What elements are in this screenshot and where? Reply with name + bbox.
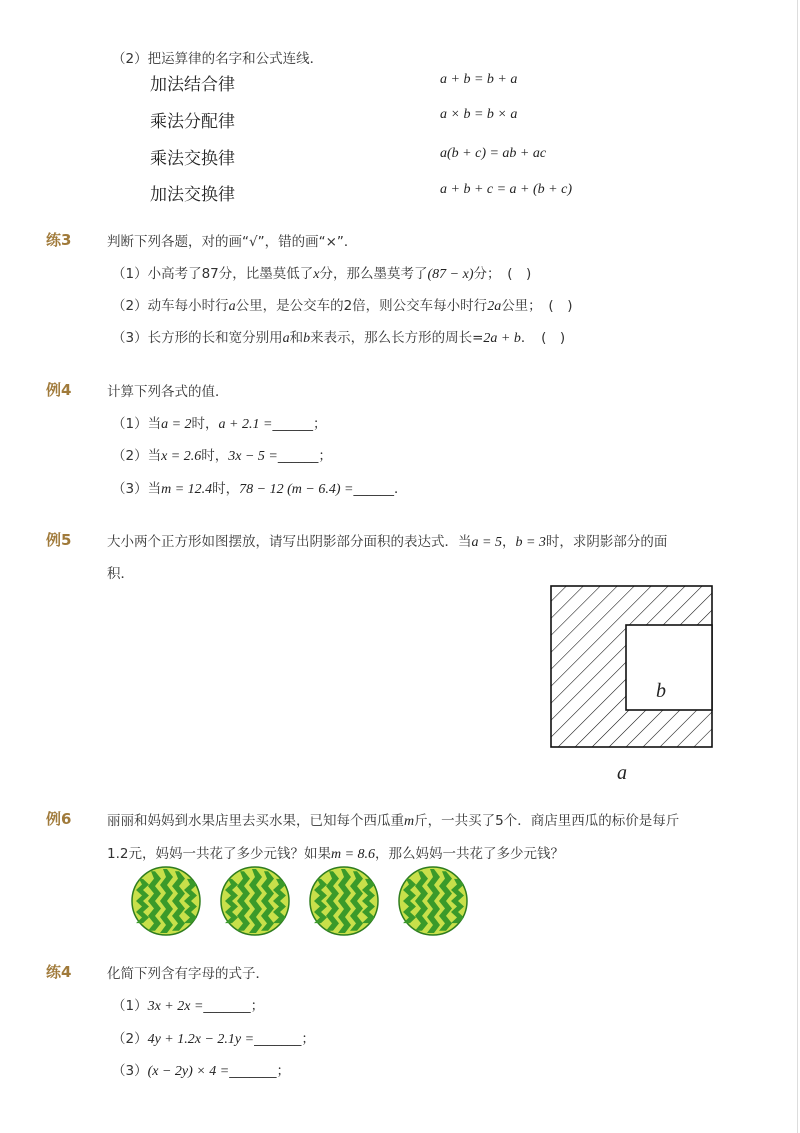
li4-item-3-prefix: （3）当 xyxy=(112,481,162,497)
li4-item-1-cond: a = 2 xyxy=(161,417,192,432)
lian4-item-2-blank[interactable]: _______ xyxy=(254,1031,302,1047)
lian4-item-1-end: ； xyxy=(250,998,265,1014)
lian3-item-1-suffix: 分； ( ) xyxy=(473,266,532,282)
lian3-item-3-mid: 和 xyxy=(289,330,304,346)
law-name-4: 加法交换律 xyxy=(150,185,235,204)
watermelon-icon xyxy=(132,867,200,935)
lian3-item-3-suffix: ． ( ) xyxy=(520,330,566,346)
li5-cond-a: a = 5 xyxy=(471,535,502,550)
watermelon-icon xyxy=(221,867,289,935)
lian4-item-1 xyxy=(112,994,264,1015)
q2-intro: （2）把运算律的名字和公式连线． xyxy=(112,51,324,67)
li4-item-2-blank[interactable]: ______ xyxy=(277,448,319,464)
li5-line-1-b: 时，求阴影部分的面 xyxy=(545,534,668,550)
law-name-2: 乘法分配律 xyxy=(150,112,235,131)
watermelon-row xyxy=(130,864,480,939)
lian4-item-1-prefix: （1） xyxy=(112,998,148,1014)
lian3-item-1 xyxy=(112,262,531,283)
li4-item-1-end: ； xyxy=(312,416,327,432)
li4-item-1 xyxy=(112,412,326,433)
lian3-item-1-prefix: （1）小高考了87分，比墨莫低了 xyxy=(112,266,314,282)
li4-item-3-end: ． xyxy=(393,481,408,497)
lian4-item-2-prefix: （2） xyxy=(112,1031,148,1047)
li4-item-3-cond: m = 12.4 xyxy=(161,482,213,497)
li4-item-1-prefix: （1）当 xyxy=(112,416,162,432)
li5-line-1-a: 大小两个正方形如图摆放，请写出阴影部分面积的表达式．当 xyxy=(107,534,472,550)
page-edge-divider xyxy=(797,0,798,1133)
section-label-lian4: 练4 xyxy=(46,963,72,981)
lian3-item-2-mid: 公里，是公交车的2倍，则公交车每小时行 xyxy=(235,298,488,314)
lian3-item-3-prefix: （3）长方形的长和宽分别用 xyxy=(112,330,283,346)
li6-var: m xyxy=(404,814,415,829)
lian4-item-3-prefix: （3） xyxy=(112,1063,148,1079)
li4-item-2-prefix: （2）当 xyxy=(112,448,162,464)
section-label-li4: 例4 xyxy=(46,381,72,399)
li5-line-1 xyxy=(107,530,667,551)
li6-line-2-b: ，那么妈妈一共花了多少元钱？ xyxy=(375,846,565,862)
li5-sep: ， xyxy=(501,534,516,550)
section-label-lian3: 练3 xyxy=(46,231,72,249)
lian3-item-2-var: a xyxy=(228,299,236,314)
li6-line-1 xyxy=(107,809,679,830)
lian3-item-2-expr: 2a xyxy=(487,299,502,314)
lian3-item-2-suffix: 公里； ( ) xyxy=(501,298,573,314)
li4-item-3 xyxy=(112,477,407,498)
law-formula-4: a + b + c = a + (b + c) xyxy=(440,182,572,197)
li4-item-2 xyxy=(112,444,332,465)
squares-figure xyxy=(550,585,714,749)
li4-item-3-blank[interactable]: ______ xyxy=(353,481,394,497)
lian4-item-3-expr: (x − 2y) × 4 = xyxy=(147,1064,230,1079)
lian3-item-3-var-b: b xyxy=(303,331,311,346)
lian3-title: 判断下列各题，对的画“√”，错的画“×”． xyxy=(107,234,358,250)
lian4-title: 化简下列含有字母的式子． xyxy=(107,966,269,982)
li4-item-1-expr: a + 2.1 = xyxy=(218,417,273,432)
section-label-li5: 例5 xyxy=(46,531,72,549)
li4-item-2-cond: x = 2.6 xyxy=(161,449,202,464)
law-name-1: 加法结合律 xyxy=(150,75,235,94)
lian4-item-1-blank[interactable]: _______ xyxy=(203,998,251,1014)
li5-cond-b: b = 3 xyxy=(515,535,546,550)
li6-line-1-b: 斤，一共买了5个．商店里西瓜的标价是每斤 xyxy=(414,813,680,829)
lian3-item-1-var: x xyxy=(313,267,320,282)
lian3-item-1-mid: 分，那么墨莫考了 xyxy=(319,266,428,282)
lian4-item-2-end: ； xyxy=(301,1031,315,1047)
outer-square-label: a xyxy=(617,762,627,784)
inner-square xyxy=(626,625,712,710)
li4-item-1-blank[interactable]: ______ xyxy=(272,416,313,432)
law-formula-1: a + b = b + a xyxy=(440,72,518,87)
law-name-3: 乘法交换律 xyxy=(150,149,235,168)
section-label-li6: 例6 xyxy=(46,810,72,828)
lian4-item-2 xyxy=(112,1027,315,1048)
li6-cond: m = 8.6 xyxy=(330,847,376,862)
lian4-item-3-end: ； xyxy=(276,1063,290,1079)
lian4-item-3-blank[interactable]: _______ xyxy=(229,1063,277,1079)
li4-title: 计算下列各式的值． xyxy=(107,384,229,400)
li4-item-2-mid: 时， xyxy=(201,448,229,464)
lian3-item-3-expr: 2a + b xyxy=(483,331,521,346)
li4-item-3-mid: 时， xyxy=(212,481,240,497)
lian3-item-1-expr: (87 − x) xyxy=(427,267,474,282)
watermelon-icon xyxy=(310,867,378,935)
li6-line-2-a: 1.2元，妈妈一共花了多少元钱？如果 xyxy=(107,846,331,862)
li4-item-3-expr: 78 − 12 (m − 6.4) = xyxy=(239,482,354,497)
lian3-item-2-prefix: （2）动车每小时行 xyxy=(112,298,229,314)
li6-line-1-a: 丽丽和妈妈到水果店里去买水果，已知每个西瓜重 xyxy=(107,813,404,829)
li4-item-1-mid: 时， xyxy=(191,416,219,432)
li4-item-2-end: ； xyxy=(318,448,332,464)
inner-square-label: b xyxy=(656,680,666,702)
law-formula-2: a × b = b × a xyxy=(440,107,518,122)
lian4-item-3 xyxy=(112,1059,290,1080)
li5-line-2: 积． xyxy=(107,566,134,582)
li6-line-2 xyxy=(107,842,564,863)
law-formula-3: a(b + c) = ab + ac xyxy=(440,146,547,161)
watermelon-icon xyxy=(399,867,467,935)
lian3-item-2 xyxy=(112,294,572,315)
lian3-item-3-mid2: 来表示，那么长方形的周长= xyxy=(310,330,484,346)
lian3-item-3-var-a: a xyxy=(282,331,290,346)
li4-item-2-expr: 3x − 5 = xyxy=(228,449,278,464)
lian3-item-3 xyxy=(112,326,565,347)
lian4-item-2-expr: 4y + 1.2x − 2.1y = xyxy=(147,1032,255,1047)
lian4-item-1-expr: 3x + 2x = xyxy=(147,999,204,1014)
